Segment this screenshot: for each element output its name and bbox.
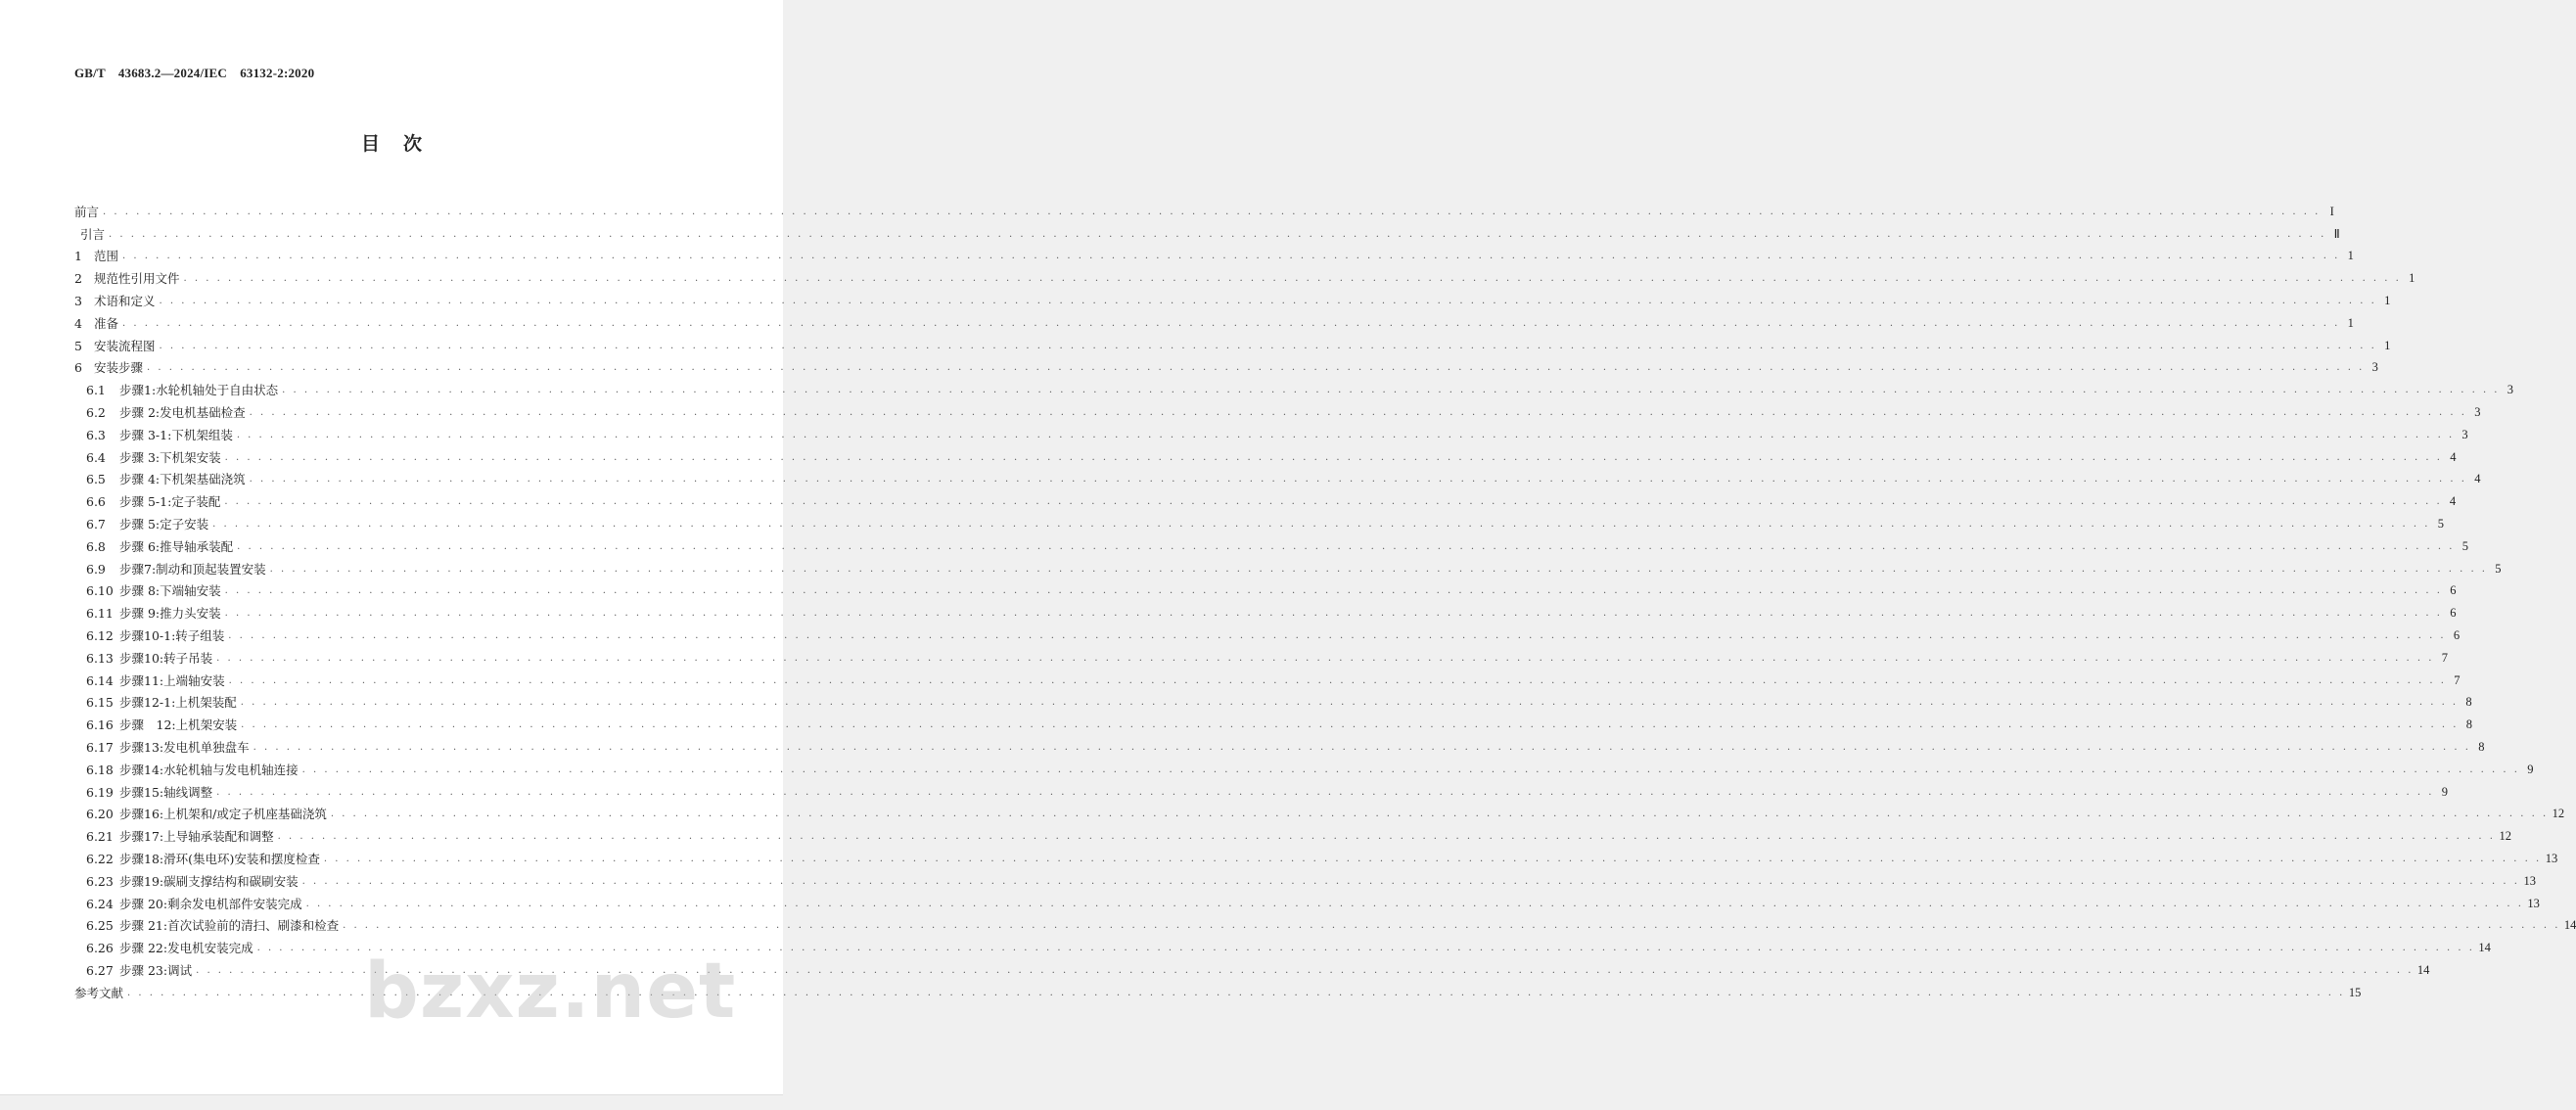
toc-page-number: 1: [2347, 315, 2354, 330]
toc-entry-number: 6.3: [86, 427, 106, 442]
toc-entry-number: 6.9: [86, 561, 106, 577]
toc-page-number: 14: [2478, 941, 2491, 955]
toc-dot-leader: . . . . . . . . . . . . . . . . . . . . . . . . . . . . . . . . . . . . . . . . . . . . . . . . . . . . . . . . . . . . . . . . . . . . . . . . . . . . . . . . . . . . . . . . . . . . . . . . . . . . . . . . . . . . . . . . . . . . . . . . . . . . . . . . . . . . . . . . . . . . . . . . . . . . . . . . . . . . . . . . . . . . . . . . . . . . . . . . . . . . . . . . . . . . . . . . . . . . . . . .: [183, 273, 2402, 285]
toc-page-number: 1: [2409, 271, 2415, 286]
toc-entry[interactable]: [74, 844, 2558, 866]
toc-page-number: 4: [2449, 494, 2457, 509]
toc-entry-number: 4: [74, 315, 82, 331]
toc-entry-number: 6.26: [86, 941, 114, 956]
toc-entry-number: 6.14: [86, 672, 114, 688]
toc-entry-number: 6.10: [86, 583, 114, 599]
toc-entry-label: 安装流程图: [94, 338, 156, 353]
toc-entry[interactable]: [74, 777, 2448, 800]
toc-dot-leader: . . . . . . . . . . . . . . . . . . . . . . . . . . . . . . . . . . . . . . . . . . . . . . . . . . . . . . . . . . . . . . . . . . . . . . . . . . . . . . . . . . . . . . . . . . . . . . . . . . . . . . . . . . . . . . . . . . . . . . . . . . . . . . . . . . . . . . . . . . . . . . . . . . . . . . . . . . . . . . . . . . . . . . . . . . . . . . . . . . . . . . . . . . . . . . . . . . . . . . . .: [122, 317, 2340, 329]
toc-page-number: 3: [2461, 427, 2468, 441]
toc-entry-label: 范围: [94, 249, 119, 264]
toc-dot-leader: . . . . . . . . . . . . . . . . . . . . . . . . . . . . . . . . . . . . . . . . . . . . . . . . . . . . . . . . . . . . . . . . . . . . . . . . . . . . . . . . . . . . . . . . . . . . . . . . . . . . . . . . . . . . . . . . . . . . . . . . . . . . . . . . . . . . . . . . . . . . . . . . . . . . . . . . . . . . . . . . . . . . . . . . . . . . . . . . . . . . . . . . . . . . . . . . . . . . . . . .: [103, 206, 2321, 217]
toc-entry[interactable]: [74, 219, 2340, 242]
toc-entry[interactable]: [74, 486, 2457, 510]
toc-page-number: 8: [2465, 717, 2472, 732]
toc-entry-label: 引言: [80, 226, 106, 242]
toc-entry[interactable]: [74, 331, 2391, 353]
toc-entry-label: 步骤19:碳刷支撑结构和碳刷安装: [119, 873, 299, 889]
toc-dot-leader: . . . . . . . . . . . . . . . . . . . . . . . . . . . . . . . . . . . . . . . . . . . . . . . . . . . . . . . . . . . . . . . . . . . . . . . . . . . . . . . . . . . . . . . . . . . . . . . . . . . . . . . . . . . . . . . . . . . . . . . . . . . . . . . . . . . . . . . . . . . . . . . . . . . . . . . . . . . . . . . . . . . . . . . . . . . . . . . . . . . . . . . . . . . . . . . . . . . . . . . .: [224, 608, 2443, 620]
toc-entry-label: 步骤10:转子吊装: [119, 650, 213, 666]
toc-entry-label: 步骤18:滑环(集电环)安装和摆度检查: [119, 851, 320, 866]
toc-page-number: 12: [2499, 829, 2511, 844]
toc-page-number: 13: [2523, 873, 2536, 888]
toc-entry-number: 6.6: [86, 494, 106, 510]
toc-page-number: 12: [2552, 807, 2565, 821]
toc-entry[interactable]: [74, 800, 2565, 822]
toc-dot-leader: . . . . . . . . . . . . . . . . . . . . . . . . . . . . . . . . . . . . . . . . . . . . . . . . . . . . . . . . . . . . . . . . . . . . . . . . . . . . . . . . . . . . . . . . . . . . . . . . . . . . . . . . . . . . . . . . . . . . . . . . . . . . . . . . . . . . . . . . . . . . . . . . . . . . . . . . . . . . . . . . . . . . . . . . . . . . . . . . . . . . . . . . . . . . . . . . . . . . . . . .: [228, 629, 2447, 641]
toc-entry-label: 步骤17:上导轴承装配和调整: [119, 829, 274, 845]
toc-dot-leader: . . . . . . . . . . . . . . . . . . . . . . . . . . . . . . . . . . . . . . . . . . . . . . . . . . . . . . . . . . . . . . . . . . . . . . . . . . . . . . . . . . . . . . . . . . . . . . . . . . . . . . . . . . . . . . . . . . . . . . . . . . . . . . . . . . . . . . . . . . . . . . . . . . . . . . . . . . . . . . . . . . . . . . . . . . . . . . . . . . . . . . . . . . . . . . . . . . . . . . . .: [127, 987, 2345, 998]
toc-entry-number: 6.25: [86, 918, 114, 934]
toc-page-number: 7: [2454, 672, 2461, 687]
toc-entry[interactable]: [74, 889, 2540, 911]
toc-entry-number: 6.24: [86, 896, 114, 911]
toc-page-number: 5: [2461, 538, 2468, 553]
toc-page-number: Ⅱ: [2333, 226, 2340, 241]
toc-dot-leader: . . . . . . . . . . . . . . . . . . . . . . . . . . . . . . . . . . . . . . . . . . . . . . . . . . . . . . . . . . . . . . . . . . . . . . . . . . . . . . . . . . . . . . . . . . . . . . . . . . . . . . . . . . . . . . . . . . . . . . . . . . . . . . . . . . . . . . . . . . . . . . . . . . . . . . . . . . . . . . . . . . . . . . . . . . . . . . . . . . . . . . . . . . . . . . . . . . . . . . . .: [196, 964, 2414, 976]
toc-entry[interactable]: [74, 821, 2511, 845]
toc-dot-leader: . . . . . . . . . . . . . . . . . . . . . . . . . . . . . . . . . . . . . . . . . . . . . . . . . . . . . . . . . . . . . . . . . . . . . . . . . . . . . . . . . . . . . . . . . . . . . . . . . . . . . . . . . . . . . . . . . . . . . . . . . . . . . . . . . . . . . . . . . . . . . . . . . . . . . . . . . . . . . . . . . . . . . . . . . . . . . . . . . . . . . . . . . . . . . . . . . . . . . . . .: [109, 228, 2326, 240]
toc-entry-label: 步骤1:水轮机轴处于自由状态: [119, 383, 279, 398]
toc-entry-label: 步骤 3:下机架安装: [119, 449, 221, 465]
toc-entry[interactable]: [74, 666, 2461, 688]
toc-entry[interactable]: [74, 242, 2354, 264]
toc-entry[interactable]: [74, 598, 2457, 622]
toc-entry-label: 步骤14:水轮机轴与发电机轴连接: [119, 762, 299, 777]
toc-entry-number: 6: [74, 360, 82, 376]
toc-dot-leader: . . . . . . . . . . . . . . . . . . . . . . . . . . . . . . . . . . . . . . . . . . . . . . . . . . . . . . . . . . . . . . . . . . . . . . . . . . . . . . . . . . . . . . . . . . . . . . . . . . . . . . . . . . . . . . . . . . . . . . . . . . . . . . . . . . . . . . . . . . . . . . . . . . . . . . . . . . . . . . . . . . . . . . . . . . . . . . . . . . . . . . . . . . . . . . . . . . . . . . . .: [159, 340, 2377, 351]
toc-page-number: 9: [2441, 784, 2448, 799]
toc-entry-label: 步骤 4:下机架基础浇筑: [119, 472, 246, 487]
toc-entry-number: 3: [74, 293, 82, 308]
toc-entry-label: 步骤 20:剩余发电机部件安装完成: [119, 896, 302, 911]
toc-page-number: 13: [2545, 851, 2558, 865]
toc-dot-leader: . . . . . . . . . . . . . . . . . . . . . . . . . . . . . . . . . . . . . . . . . . . . . . . . . . . . . . . . . . . . . . . . . . . . . . . . . . . . . . . . . . . . . . . . . . . . . . . . . . . . . . . . . . . . . . . . . . . . . . . . . . . . . . . . . . . . . . . . . . . . . . . . . . . . . . . . . . . . . . . . . . . . . . . . . . . . . . . . . . . . . . . . . . . . . . . . . . . . . . . .: [212, 518, 2430, 530]
toc-entry-number: 6.17: [86, 739, 114, 755]
toc-page-number: 8: [2465, 695, 2472, 710]
toc-entry-label: 术语和定义: [94, 293, 156, 308]
toc-entry[interactable]: [74, 554, 2502, 577]
watermark: bzxz.net: [364, 948, 737, 1036]
toc-dot-leader: . . . . . . . . . . . . . . . . . . . . . . . . . . . . . . . . . . . . . . . . . . . . . . . . . . . . . . . . . . . . . . . . . . . . . . . . . . . . . . . . . . . . . . . . . . . . . . . . . . . . . . . . . . . . . . . . . . . . . . . . . . . . . . . . . . . . . . . . . . . . . . . . . . . . . . . . . . . . . . . . . . . . . . . . . . . . . . . . . . . . . . . . . . . . . . . . . . . . . . . .: [305, 898, 2524, 909]
toc-entry[interactable]: [74, 286, 2391, 308]
title-char: 次: [403, 133, 423, 155]
toc-page-number: 13: [2527, 896, 2540, 910]
toc-entry-number: 5: [74, 338, 82, 353]
toc-entry[interactable]: [74, 442, 2457, 465]
toc-dot-leader: . . . . . . . . . . . . . . . . . . . . . . . . . . . . . . . . . . . . . . . . . . . . . . . . . . . . . . . . . . . . . . . . . . . . . . . . . . . . . . . . . . . . . . . . . . . . . . . . . . . . . . . . . . . . . . . . . . . . . . . . . . . . . . . . . . . . . . . . . . . . . . . . . . . . . . . . . . . . . . . . . . . . . . . . . . . . . . . . . . . . . . . . . . . . . . . . . . . . . . . .: [216, 786, 2434, 798]
toc-dot-leader: . . . . . . . . . . . . . . . . . . . . . . . . . . . . . . . . . . . . . . . . . . . . . . . . . . . . . . . . . . . . . . . . . . . . . . . . . . . . . . . . . . . . . . . . . . . . . . . . . . . . . . . . . . . . . . . . . . . . . . . . . . . . . . . . . . . . . . . . . . . . . . . . . . . . . . . . . . . . . . . . . . . . . . . . . . . . . . . . . . . . . . . . . . . . . . . . . . . . . . . .: [236, 429, 2455, 440]
toc-entry-label: 步骤7:制动和顶起装置安装: [119, 561, 266, 577]
toc-dot-leader: . . . . . . . . . . . . . . . . . . . . . . . . . . . . . . . . . . . . . . . . . . . . . . . . . . . . . . . . . . . . . . . . . . . . . . . . . . . . . . . . . . . . . . . . . . . . . . . . . . . . . . . . . . . . . . . . . . . . . . . . . . . . . . . . . . . . . . . . . . . . . . . . . . . . . . . . . . . . . . . . . . . . . . . . . . . . . . . . . . . . . . . . . . . . . . . . . . . . . . . .: [256, 943, 2475, 954]
toc-entry-label: 步骤 21:首次试验前的清扫、刷漆和检查: [119, 918, 340, 934]
toc-entry-label: 步骤 22:发电机安装完成: [119, 941, 253, 956]
toc-page-number: 3: [2507, 383, 2513, 397]
toc-entry-label: 准备: [94, 315, 119, 331]
toc-dot-leader: . . . . . . . . . . . . . . . . . . . . . . . . . . . . . . . . . . . . . . . . . . . . . . . . . . . . . . . . . . . . . . . . . . . . . . . . . . . . . . . . . . . . . . . . . . . . . . . . . . . . . . . . . . . . . . . . . . . . . . . . . . . . . . . . . . . . . . . . . . . . . . . . . . . . . . . . . . . . . . . . . . . . . . . . . . . . . . . . . . . . . . . . . . . . . . . . . . . . . . . .: [224, 451, 2443, 463]
toc-entry-label: 步骤12-1:上机架装配: [119, 695, 237, 711]
toc-entry-number: 6.13: [86, 650, 114, 666]
toc-page-number: 15: [2348, 985, 2362, 999]
toc-entry[interactable]: [74, 420, 2468, 442]
toc-entry-number: 6.12: [86, 627, 114, 643]
toc-dot-leader: . . . . . . . . . . . . . . . . . . . . . . . . . . . . . . . . . . . . . . . . . . . . . . . . . . . . . . . . . . . . . . . . . . . . . . . . . . . . . . . . . . . . . . . . . . . . . . . . . . . . . . . . . . . . . . . . . . . . . . . . . . . . . . . . . . . . . . . . . . . . . . . . . . . . . . . . . . . . . . . . . . . . . . . . . . . . . . . . . . . . . . . . . . . . . . . . . . . . . . . .: [301, 875, 2520, 887]
toc-entry-number: 6.18: [86, 762, 114, 777]
toc-entry[interactable]: [74, 397, 2481, 420]
toc-entry[interactable]: [74, 732, 2485, 755]
toc-entry-number: 6.8: [86, 538, 106, 554]
toc-entry[interactable]: [74, 577, 2457, 599]
toc-entry-number: 6.22: [86, 851, 114, 866]
toc-entry[interactable]: [74, 308, 2354, 331]
toc-entry-number: 6.21: [86, 829, 114, 845]
toc-entry[interactable]: [74, 755, 2534, 777]
toc-page-number: 14: [2563, 918, 2576, 933]
toc-entry-number: 6.23: [86, 873, 114, 889]
toc-entry-number: 6.15: [86, 695, 114, 711]
toc-dot-leader: . . . . . . . . . . . . . . . . . . . . . . . . . . . . . . . . . . . . . . . . . . . . . . . . . . . . . . . . . . . . . . . . . . . . . . . . . . . . . . . . . . . . . . . . . . . . . . . . . . . . . . . . . . . . . . . . . . . . . . . . . . . . . . . . . . . . . . . . . . . . . . . . . . . . . . . . . . . . . . . . . . . . . . . . . . . . . . . . . . . . . . . . . . . . . . . . . . . . . . . .: [330, 809, 2549, 820]
toc-entry-number: 1: [74, 249, 82, 264]
toc-dot-leader: . . . . . . . . . . . . . . . . . . . . . . . . . . . . . . . . . . . . . . . . . . . . . . . . . . . . . . . . . . . . . . . . . . . . . . . . . . . . . . . . . . . . . . . . . . . . . . . . . . . . . . . . . . . . . . . . . . . . . . . . . . . . . . . . . . . . . . . . . . . . . . . . . . . . . . . . . . . . . . . . . . . . . . . . . . . . . . . . . . . . . . . . . . . . . . . . . . . . . . . .: [224, 496, 2443, 508]
toc-page-number: 6: [2450, 583, 2457, 598]
toc-entry[interactable]: [74, 710, 2472, 733]
page-title: [0, 129, 783, 156]
toc-page-number: 1: [2384, 293, 2391, 307]
toc-dot-leader: . . . . . . . . . . . . . . . . . . . . . . . . . . . . . . . . . . . . . . . . . . . . . . . . . . . . . . . . . . . . . . . . . . . . . . . . . . . . . . . . . . . . . . . . . . . . . . . . . . . . . . . . . . . . . . . . . . . . . . . . . . . . . . . . . . . . . . . . . . . . . . . . . . . . . . . . . . . . . . . . . . . . . . . . . . . . . . . . . . . . . . . . . . . . . . . . . . . . . . . .: [249, 474, 2467, 486]
toc-page-number: 7: [2441, 650, 2448, 665]
toc-page-number: 1: [2384, 338, 2391, 352]
toc-dot-leader: . . . . . . . . . . . . . . . . . . . . . . . . . . . . . . . . . . . . . . . . . . . . . . . . . . . . . . . . . . . . . . . . . . . . . . . . . . . . . . . . . . . . . . . . . . . . . . . . . . . . . . . . . . . . . . . . . . . . . . . . . . . . . . . . . . . . . . . . . . . . . . . . . . . . . . . . . . . . . . . . . . . . . . . . . . . . . . . . . . . . . . . . . . . . . . . . . . . . . . . .: [269, 563, 2488, 575]
toc-dot-leader: . . . . . . . . . . . . . . . . . . . . . . . . . . . . . . . . . . . . . . . . . . . . . . . . . . . . . . . . . . . . . . . . . . . . . . . . . . . . . . . . . . . . . . . . . . . . . . . . . . . . . . . . . . . . . . . . . . . . . . . . . . . . . . . . . . . . . . . . . . . . . . . . . . . . . . . . . . . . . . . . . . . . . . . . . . . . . . . . . . . . . . . . . . . . . . . . . . . . . . . .: [277, 831, 2496, 843]
toc-entry-number: 6.4: [86, 449, 106, 465]
toc-dot-leader: . . . . . . . . . . . . . . . . . . . . . . . . . . . . . . . . . . . . . . . . . . . . . . . . . . . . . . . . . . . . . . . . . . . . . . . . . . . . . . . . . . . . . . . . . . . . . . . . . . . . . . . . . . . . . . . . . . . . . . . . . . . . . . . . . . . . . . . . . . . . . . . . . . . . . . . . . . . . . . . . . . . . . . . . . . . . . . . . . . . . . . . . . . . . . . . . . . . . . . . .: [224, 585, 2443, 597]
toc-entry[interactable]: [74, 353, 2378, 376]
toc-entry-label: 步骤 9:推力头安装: [119, 606, 221, 622]
toc-page-number: 6: [2453, 627, 2461, 642]
toc-entry-label: 规范性引用文件: [94, 271, 180, 287]
toc-page-number: 14: [2416, 962, 2430, 977]
toc-dot-leader: . . . . . . . . . . . . . . . . . . . . . . . . . . . . . . . . . . . . . . . . . . . . . . . . . . . . . . . . . . . . . . . . . . . . . . . . . . . . . . . . . . . . . . . . . . . . . . . . . . . . . . . . . . . . . . . . . . . . . . . . . . . . . . . . . . . . . . . . . . . . . . . . . . . . . . . . . . . . . . . . . . . . . . . . . . . . . . . . . . . . . . . . . . . . . . . . . . . . . . . .: [282, 385, 2500, 396]
toc-entry-number: 6.27: [86, 962, 114, 978]
toc-dot-leader: . . . . . . . . . . . . . . . . . . . . . . . . . . . . . . . . . . . . . . . . . . . . . . . . . . . . . . . . . . . . . . . . . . . . . . . . . . . . . . . . . . . . . . . . . . . . . . . . . . . . . . . . . . . . . . . . . . . . . . . . . . . . . . . . . . . . . . . . . . . . . . . . . . . . . . . . . . . . . . . . . . . . . . . . . . . . . . . . . . . . . . . . . . . . . . . . . . . . . . . .: [147, 362, 2365, 374]
toc-entry-number: 6.20: [86, 807, 114, 822]
toc-entry[interactable]: [74, 911, 2576, 934]
toc-dot-leader: . . . . . . . . . . . . . . . . . . . . . . . . . . . . . . . . . . . . . . . . . . . . . . . . . . . . . . . . . . . . . . . . . . . . . . . . . . . . . . . . . . . . . . . . . . . . . . . . . . . . . . . . . . . . . . . . . . . . . . . . . . . . . . . . . . . . . . . . . . . . . . . . . . . . . . . . . . . . . . . . . . . . . . . . . . . . . . . . . . . . . . . . . . . . . . . . . . . . . . . .: [241, 719, 2459, 731]
toc-entry-number: 6.11: [86, 606, 114, 622]
toc-entry-label: 步骤 6:推导轴承装配: [119, 538, 234, 554]
toc-entry-label: 步骤 5-1:定子装配: [119, 494, 221, 510]
toc-page-number: 9: [2527, 762, 2534, 776]
toc-entry[interactable]: [74, 509, 2444, 532]
toc-page-number: 4: [2474, 472, 2481, 486]
toc-entry-label: 步骤 5:定子安装: [119, 516, 209, 532]
toc-dot-leader: . . . . . . . . . . . . . . . . . . . . . . . . . . . . . . . . . . . . . . . . . . . . . . . . . . . . . . . . . . . . . . . . . . . . . . . . . . . . . . . . . . . . . . . . . . . . . . . . . . . . . . . . . . . . . . . . . . . . . . . . . . . . . . . . . . . . . . . . . . . . . . . . . . . . . . . . . . . . . . . . . . . . . . . . . . . . . . . . . . . . . . . . . . . . . . . . . . . . . . . .: [122, 251, 2340, 262]
toc-dot-leader: . . . . . . . . . . . . . . . . . . . . . . . . . . . . . . . . . . . . . . . . . . . . . . . . . . . . . . . . . . . . . . . . . . . . . . . . . . . . . . . . . . . . . . . . . . . . . . . . . . . . . . . . . . . . . . . . . . . . . . . . . . . . . . . . . . . . . . . . . . . . . . . . . . . . . . . . . . . . . . . . . . . . . . . . . . . . . . . . . . . . . . . . . . . . . . . . . . . . . . . .: [228, 674, 2447, 686]
toc-entry-label: 步骤 3-1:下机架组装: [119, 427, 233, 442]
toc-page-number: 3: [2371, 360, 2378, 375]
toc-entry-label: 步骤13:发电机单独盘车: [119, 739, 250, 755]
toc-entry-label: 前言: [74, 204, 100, 219]
toc-entry-number: 6.2: [86, 404, 106, 420]
toc-dot-leader: . . . . . . . . . . . . . . . . . . . . . . . . . . . . . . . . . . . . . . . . . . . . . . . . . . . . . . . . . . . . . . . . . . . . . . . . . . . . . . . . . . . . . . . . . . . . . . . . . . . . . . . . . . . . . . . . . . . . . . . . . . . . . . . . . . . . . . . . . . . . . . . . . . . . . . . . . . . . . . . . . . . . . . . . . . . . . . . . . . . . . . . . . . . . . . . . . . . . . . . .: [249, 406, 2467, 418]
toc-page-number: 3: [2474, 404, 2481, 419]
toc-entry-number: 6.19: [86, 784, 114, 800]
toc-entry[interactable]: [74, 465, 2481, 487]
toc-page-number: 8: [2478, 739, 2485, 754]
toc-entry-label: 步骤 2:发电机基础检查: [119, 404, 246, 420]
toc-page-number: 5: [2437, 516, 2444, 531]
toc-page-number: 1: [2347, 249, 2354, 263]
toc-entry[interactable]: [74, 866, 2536, 889]
toc-entry-label: 步骤 12:上机架安装: [119, 717, 238, 733]
toc-entry-number: 6.16: [86, 717, 114, 733]
toc-dot-leader: . . . . . . . . . . . . . . . . . . . . . . . . . . . . . . . . . . . . . . . . . . . . . . . . . . . . . . . . . . . . . . . . . . . . . . . . . . . . . . . . . . . . . . . . . . . . . . . . . . . . . . . . . . . . . . . . . . . . . . . . . . . . . . . . . . . . . . . . . . . . . . . . . . . . . . . . . . . . . . . . . . . . . . . . . . . . . . . . . . . . . . . . . . . . . . . . . . . . . . . .: [301, 763, 2520, 775]
toc-page-number: 4: [2450, 449, 2457, 464]
toc-page-number: I: [2329, 204, 2334, 218]
toc-entry[interactable]: [74, 197, 2334, 219]
table-of-contents: [74, 197, 2576, 1000]
toc-dot-leader: . . . . . . . . . . . . . . . . . . . . . . . . . . . . . . . . . . . . . . . . . . . . . . . . . . . . . . . . . . . . . . . . . . . . . . . . . . . . . . . . . . . . . . . . . . . . . . . . . . . . . . . . . . . . . . . . . . . . . . . . . . . . . . . . . . . . . . . . . . . . . . . . . . . . . . . . . . . . . . . . . . . . . . . . . . . . . . . . . . . . . . . . . . . . . . . . . . . . . . . .: [216, 652, 2434, 664]
toc-entry-number: 6.5: [86, 472, 106, 487]
toc-entry-number: 2: [74, 271, 82, 287]
toc-dot-leader: . . . . . . . . . . . . . . . . . . . . . . . . . . . . . . . . . . . . . . . . . . . . . . . . . . . . . . . . . . . . . . . . . . . . . . . . . . . . . . . . . . . . . . . . . . . . . . . . . . . . . . . . . . . . . . . . . . . . . . . . . . . . . . . . . . . . . . . . . . . . . . . . . . . . . . . . . . . . . . . . . . . . . . . . . . . . . . . . . . . . . . . . . . . . . . . . . . . . . . . .: [237, 540, 2455, 552]
toc-dot-leader: . . . . . . . . . . . . . . . . . . . . . . . . . . . . . . . . . . . . . . . . . . . . . . . . . . . . . . . . . . . . . . . . . . . . . . . . . . . . . . . . . . . . . . . . . . . . . . . . . . . . . . . . . . . . . . . . . . . . . . . . . . . . . . . . . . . . . . . . . . . . . . . . . . . . . . . . . . . . . . . . . . . . . . . . . . . . . . . . . . . . . . . . . . . . . . . . . . . . . . . .: [343, 920, 2560, 932]
toc-entry-label: 参考文献: [74, 985, 124, 1000]
toc-page-number: 6: [2450, 606, 2457, 621]
toc-entry-label: 步骤11:上端轴安装: [119, 672, 225, 688]
toc-entry-number: 6.1: [86, 383, 106, 398]
toc-entry-label: 步骤 8:下端轴安装: [119, 583, 221, 599]
toc-entry-label: 步骤16:上机架和/或定子机座基础浇筑: [119, 807, 327, 822]
toc-entry-number: 6.7: [86, 516, 106, 532]
toc-entry[interactable]: [74, 643, 2448, 666]
toc-entry[interactable]: [74, 532, 2468, 554]
standard-code-header: GB/T 43683.2—2024/IEC 63132-2:2020: [74, 66, 315, 80]
toc-dot-leader: . . . . . . . . . . . . . . . . . . . . . . . . . . . . . . . . . . . . . . . . . . . . . . . . . . . . . . . . . . . . . . . . . . . . . . . . . . . . . . . . . . . . . . . . . . . . . . . . . . . . . . . . . . . . . . . . . . . . . . . . . . . . . . . . . . . . . . . . . . . . . . . . . . . . . . . . . . . . . . . . . . . . . . . . . . . . . . . . . . . . . . . . . . . . . . . . . . . . . . . .: [323, 853, 2542, 864]
toc-entry[interactable]: [74, 263, 2415, 287]
toc-dot-leader: . . . . . . . . . . . . . . . . . . . . . . . . . . . . . . . . . . . . . . . . . . . . . . . . . . . . . . . . . . . . . . . . . . . . . . . . . . . . . . . . . . . . . . . . . . . . . . . . . . . . . . . . . . . . . . . . . . . . . . . . . . . . . . . . . . . . . . . . . . . . . . . . . . . . . . . . . . . . . . . . . . . . . . . . . . . . . . . . . . . . . . . . . . . . . . . . . . . . . . . .: [159, 295, 2377, 306]
toc-entry[interactable]: [74, 375, 2513, 398]
toc-entry-label: 步骤10-1:转子组装: [119, 627, 225, 643]
toc-dot-leader: . . . . . . . . . . . . . . . . . . . . . . . . . . . . . . . . . . . . . . . . . . . . . . . . . . . . . . . . . . . . . . . . . . . . . . . . . . . . . . . . . . . . . . . . . . . . . . . . . . . . . . . . . . . . . . . . . . . . . . . . . . . . . . . . . . . . . . . . . . . . . . . . . . . . . . . . . . . . . . . . . . . . . . . . . . . . . . . . . . . . . . . . . . . . . . . . . . . . . . . .: [240, 697, 2459, 709]
toc-entry-label: 步骤 23:调试: [119, 962, 193, 978]
toc-entry-label: 步骤15:轴线调整: [119, 784, 213, 800]
toc-entry[interactable]: [74, 688, 2472, 711]
toc-dot-leader: . . . . . . . . . . . . . . . . . . . . . . . . . . . . . . . . . . . . . . . . . . . . . . . . . . . . . . . . . . . . . . . . . . . . . . . . . . . . . . . . . . . . . . . . . . . . . . . . . . . . . . . . . . . . . . . . . . . . . . . . . . . . . . . . . . . . . . . . . . . . . . . . . . . . . . . . . . . . . . . . . . . . . . . . . . . . . . . . . . . . . . . . . . . . . . . . . . . . . . . .: [253, 741, 2471, 753]
toc-entry-label: 安装步骤: [94, 360, 144, 376]
toc-entry[interactable]: [74, 621, 2461, 643]
toc-page-number: 5: [2495, 561, 2502, 576]
title-char: 目: [360, 133, 380, 155]
